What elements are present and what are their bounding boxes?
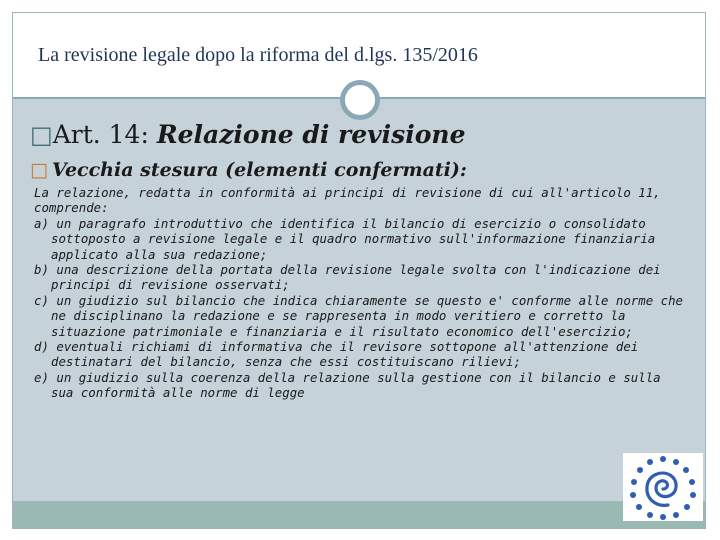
bottom-bar (13, 501, 705, 528)
intro-paragraph: La relazione, redatta in conformità ai principi di revisione di cui all'articolo 11, comprende: (34, 185, 661, 216)
subheading-text: Vecchia stesura (elementi confermati): (51, 159, 467, 181)
square-bullet-icon: □ (30, 121, 53, 149)
list-item-a: a) un paragrafo introduttivo che identifica il bilancio di esercizio o consolidato sottoposto a revisione legale e il quadro normativo sull'informazione finanziaria applicato alla sua redazione; (34, 215, 656, 262)
list-item-c: c) un giudizio sul bilancio che indica chiaramente se questo e' conforme alle norme che ne disciplinano la redazione e se rappresenta in modo veritiero e corretto la situazione patrimoniale e finanziaria e il risultato economico dell'esercizio; (34, 292, 684, 339)
list-item-d: d) eventuali richiami di informativa che il revisore sottopone all'attenzione dei destinatari del bilancio, senza che essi costituiscano rilievi; (34, 339, 639, 370)
spiral-dots-logo-icon (623, 453, 703, 521)
heading-emphasis: Relazione di revisione (156, 120, 466, 149)
ring-ornament-icon (340, 80, 380, 120)
list-item-b: b) una descrizione della portata della revisione legale svolta con l'indicazione dei principi di revisione osservati; (34, 262, 661, 293)
slide-title: La revisione legale dopo la riforma del d.lgs. 135/2016 (38, 44, 478, 66)
square-bullet-icon: □ (30, 159, 48, 181)
subheading (30, 159, 467, 181)
heading (30, 120, 465, 149)
heading-prefix: Art. 14: (52, 120, 157, 149)
body-text (34, 185, 690, 401)
list-item-e: e) un giudizio sulla coerenza della relazione sulla gestione con il bilancio e sulla sua conformità alle norme di legge (34, 369, 661, 401)
